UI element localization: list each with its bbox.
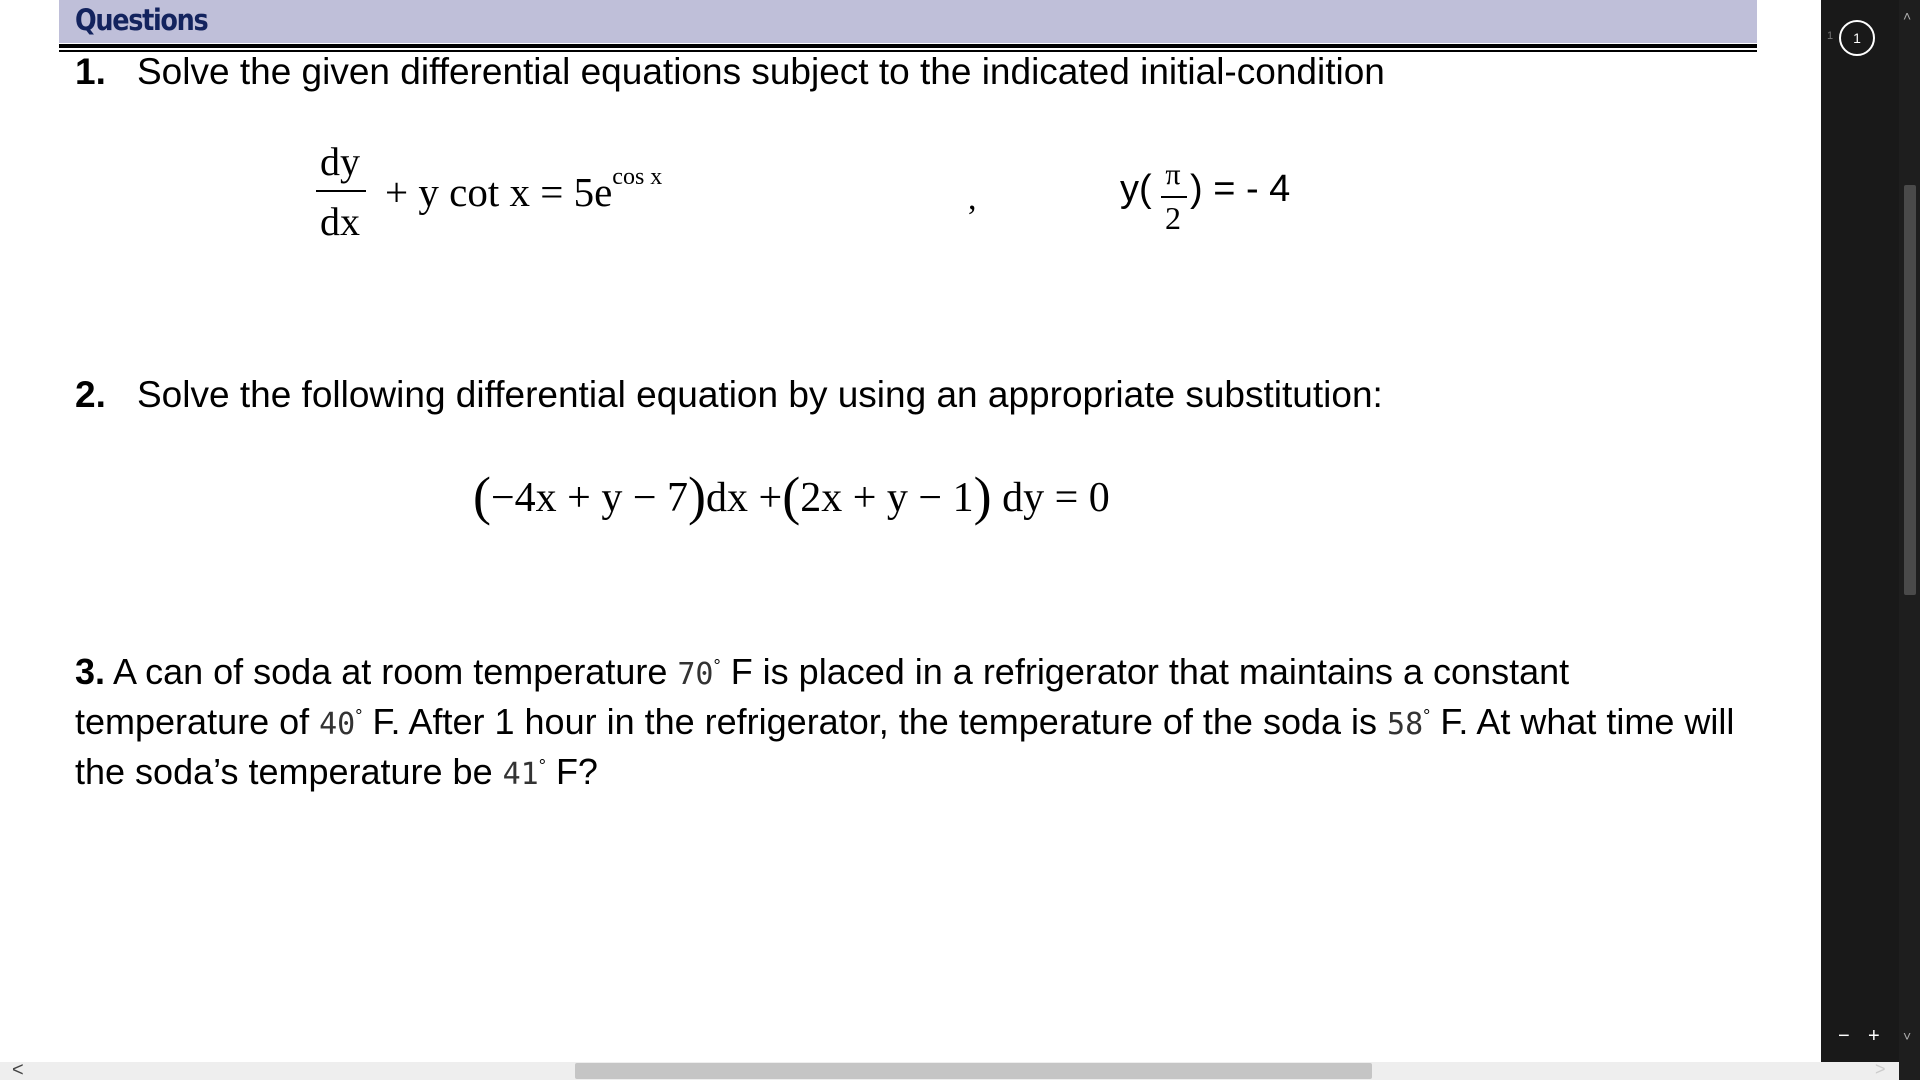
ic-value: ) = - 4 (1190, 168, 1291, 210)
viewer-sidebar (1821, 0, 1899, 1080)
equation-1-rhs (385, 164, 663, 216)
degree-symbol: ° (355, 706, 363, 726)
section-header (59, 0, 1757, 43)
question-text-part: F? (545, 751, 598, 792)
question-1 (75, 51, 1385, 93)
equation-2-term-1: −4x + y − 7 (490, 475, 689, 521)
question-text-part: A can of soda at room temperature (105, 651, 678, 692)
temperature-value: 41 (502, 757, 539, 792)
fraction-numerator: dy (320, 139, 360, 184)
question-text: Solve the given differential equations subject to the indicated initial-condition (137, 51, 1385, 92)
question-text-part: F. At what time will the soda’s temperature be (75, 701, 1735, 792)
scroll-up-icon[interactable]: ˄ (1903, 8, 1912, 24)
scroll-left-icon[interactable]: < (12, 1059, 24, 1081)
fraction-bar (316, 190, 366, 192)
degree-symbol: ° (713, 656, 721, 676)
scroll-down-icon[interactable]: ˅ (1903, 1028, 1912, 1044)
page-tick-label: 1 (1827, 30, 1834, 42)
equation-2 (473, 462, 1110, 524)
paren-open: ( (782, 466, 801, 526)
question-3 (75, 650, 1755, 800)
vertical-scrollbar[interactable] (1899, 0, 1920, 1080)
equation-1-terms: + y cot x = 5e (385, 169, 613, 215)
exponent: cos x (612, 164, 663, 190)
header-rule-thick (59, 44, 1757, 48)
section-title: Questions (75, 3, 208, 37)
zoom-in-button[interactable]: + (1868, 1025, 1880, 1047)
equation-separator: , (968, 180, 977, 217)
question-2 (75, 374, 1383, 416)
equation-2-term-2: 2x + y − 1 (800, 475, 974, 521)
paren-open: ( (473, 466, 491, 526)
question-text-part: F is placed in a refrigerator that maintains a constant temperature of (75, 651, 1570, 742)
question-number: 1. (75, 51, 106, 92)
degree-symbol: ° (1423, 706, 1431, 726)
equation-2-mid: dx + (706, 475, 783, 521)
temperature-value: 58 (1387, 707, 1424, 742)
fraction-denominator: dx (320, 199, 360, 244)
horizontal-scrollbar[interactable] (0, 1059, 1899, 1081)
paren-close: ) (688, 466, 707, 526)
question-number: 2. (75, 374, 106, 415)
degree-symbol: ° (538, 756, 546, 776)
ic-function: y( (1120, 168, 1152, 210)
ic-fraction-bar (1161, 196, 1187, 198)
ic-numerator: π (1165, 158, 1181, 191)
vertical-scroll-thumb[interactable] (1904, 185, 1916, 595)
ic-denominator: 2 (1165, 200, 1181, 236)
question-text-part: F. After 1 hour in the refrigerator, the temperature of the soda is (362, 701, 1388, 742)
question-text: Solve the following differential equation by using an appropriate substitution: (137, 374, 1383, 415)
equation-2-end: dy = 0 (991, 475, 1110, 521)
page-indicator-button[interactable]: 1 (1839, 20, 1875, 56)
paren-close: ) (973, 466, 992, 526)
temperature-value: 40 (319, 707, 356, 742)
zoom-out-button[interactable]: − (1838, 1025, 1850, 1047)
temperature-value: 70 (677, 657, 714, 692)
horizontal-scroll-thumb[interactable] (575, 1063, 1372, 1079)
scroll-right-icon[interactable]: > (1875, 1059, 1886, 1079)
question-number: 3. (75, 651, 106, 692)
